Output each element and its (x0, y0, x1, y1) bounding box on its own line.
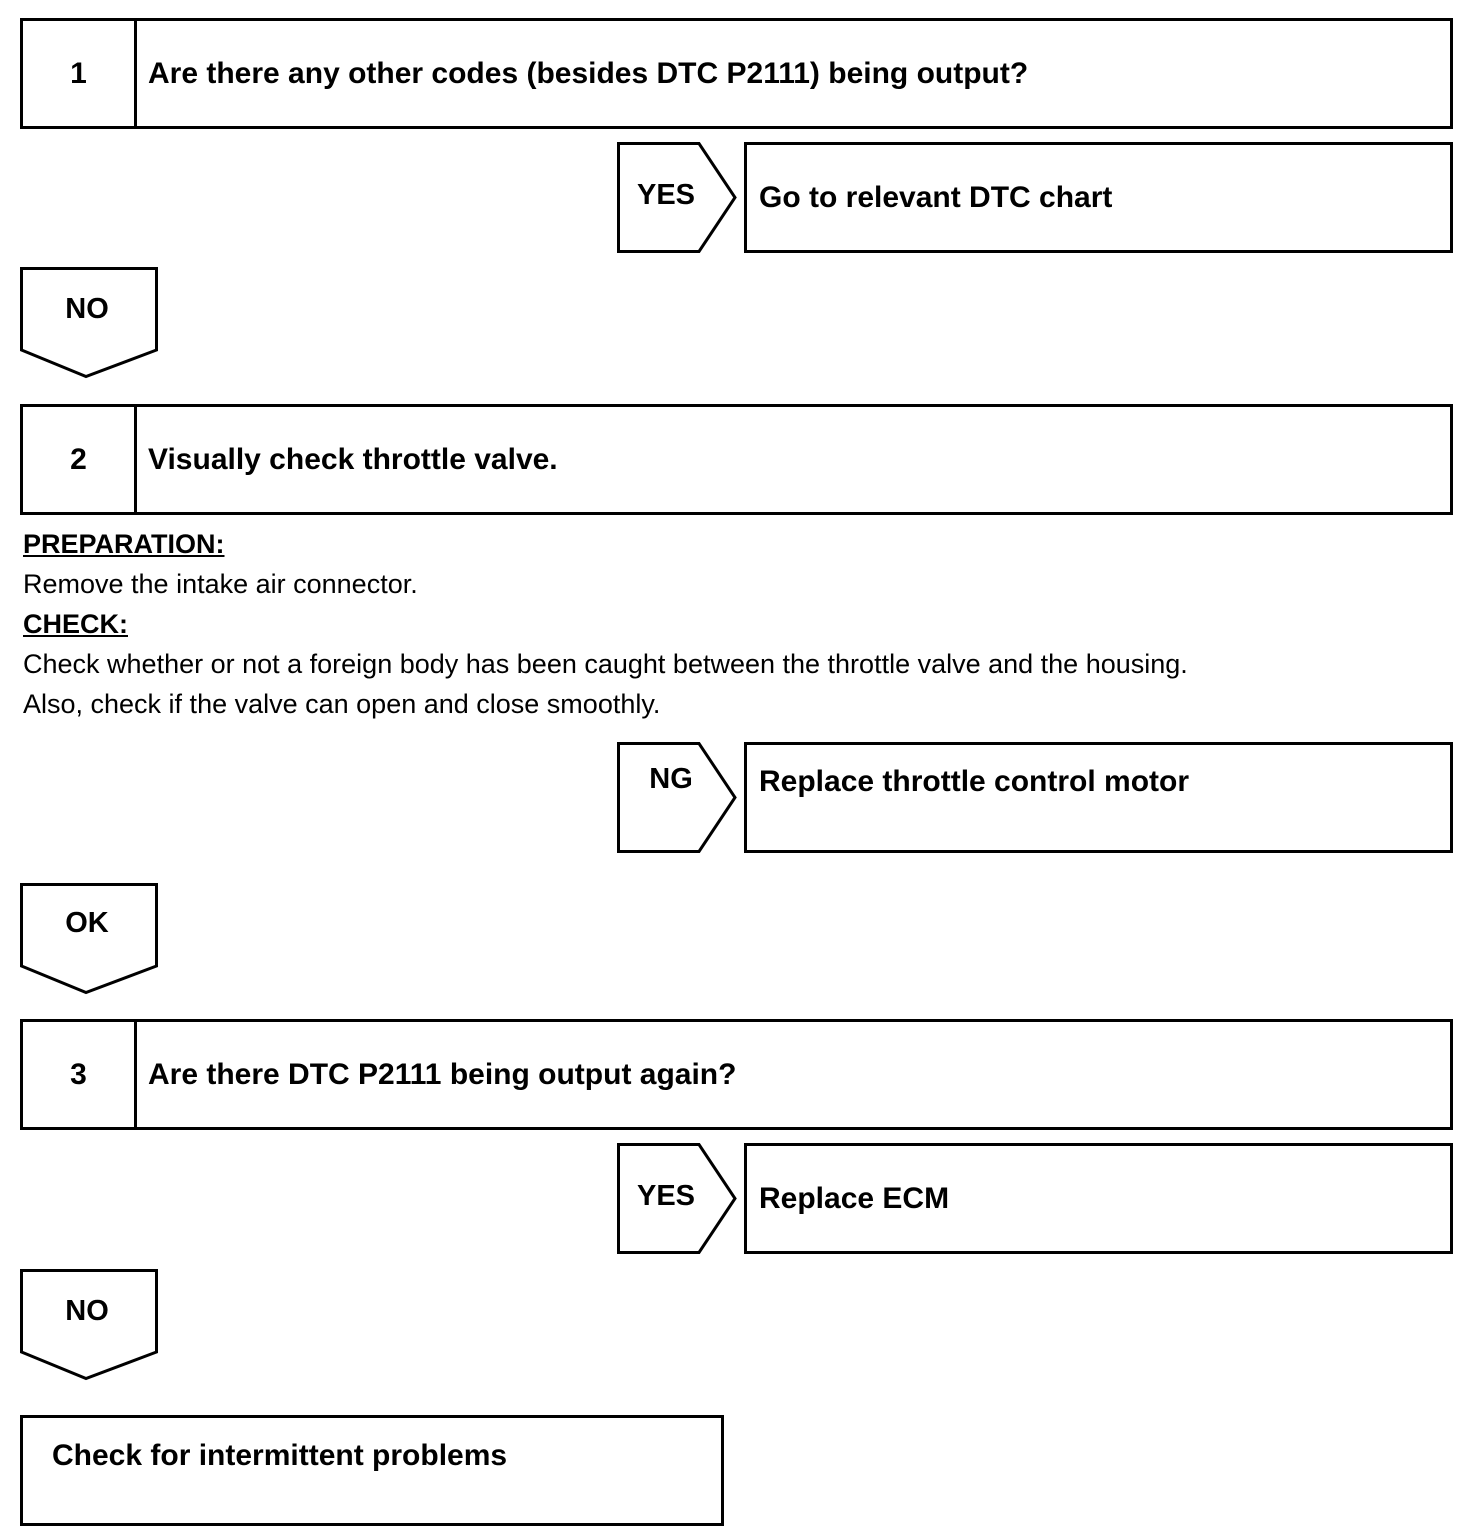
step-1-yes-label: YES (636, 179, 696, 211)
step-1-no-label: NO (65, 293, 109, 325)
step-2-ok-tag (20, 883, 158, 996)
step-3-number: 3 (23, 1022, 137, 1127)
check-header: CHECK: (23, 609, 128, 639)
step-3-no-tag (20, 1269, 158, 1382)
step-1-question: Are there any other codes (besides DTC P2111) being output? (148, 56, 1029, 90)
step-1-yes-tag (617, 142, 739, 253)
step-2-number: 2 (23, 407, 137, 512)
check-text-line-2: Also, check if the valve can open and close smoothly. (23, 689, 661, 719)
step-3-question: Are there DTC P2111 being output again? (148, 1057, 737, 1091)
step-1-number: 1 (23, 21, 137, 126)
final-result-box: Check for intermittent problems (20, 1415, 724, 1526)
step-1-yes-result: Go to relevant DTC chart (744, 142, 1453, 253)
step-3-box (20, 1019, 1453, 1130)
step-2-question: Visually check throttle valve. (148, 442, 558, 476)
step-3-no-label: NO (65, 1295, 109, 1327)
step-2-box (20, 404, 1453, 515)
step-3-yes-label: YES (636, 1180, 696, 1212)
step-1-box (20, 18, 1453, 129)
preparation-header: PREPARATION: (23, 529, 225, 559)
step-2-ng-result: Replace throttle control motor (744, 742, 1453, 853)
step-3-yes-result: Replace ECM (744, 1143, 1453, 1254)
step-2-ok-label: OK (65, 907, 109, 939)
step-2-ng-tag (617, 742, 739, 853)
step-2-notes (23, 524, 1453, 724)
step-1-no-tag (20, 267, 158, 380)
step-2-ng-label: NG (649, 763, 693, 795)
right-arrow-tag-shape (617, 742, 739, 853)
preparation-text: Remove the intake air connector. (23, 569, 418, 599)
step-3-yes-tag (617, 1143, 739, 1254)
check-text-line-1: Check whether or not a foreign body has been caught between the throttle valve and the housing. (23, 649, 1188, 679)
